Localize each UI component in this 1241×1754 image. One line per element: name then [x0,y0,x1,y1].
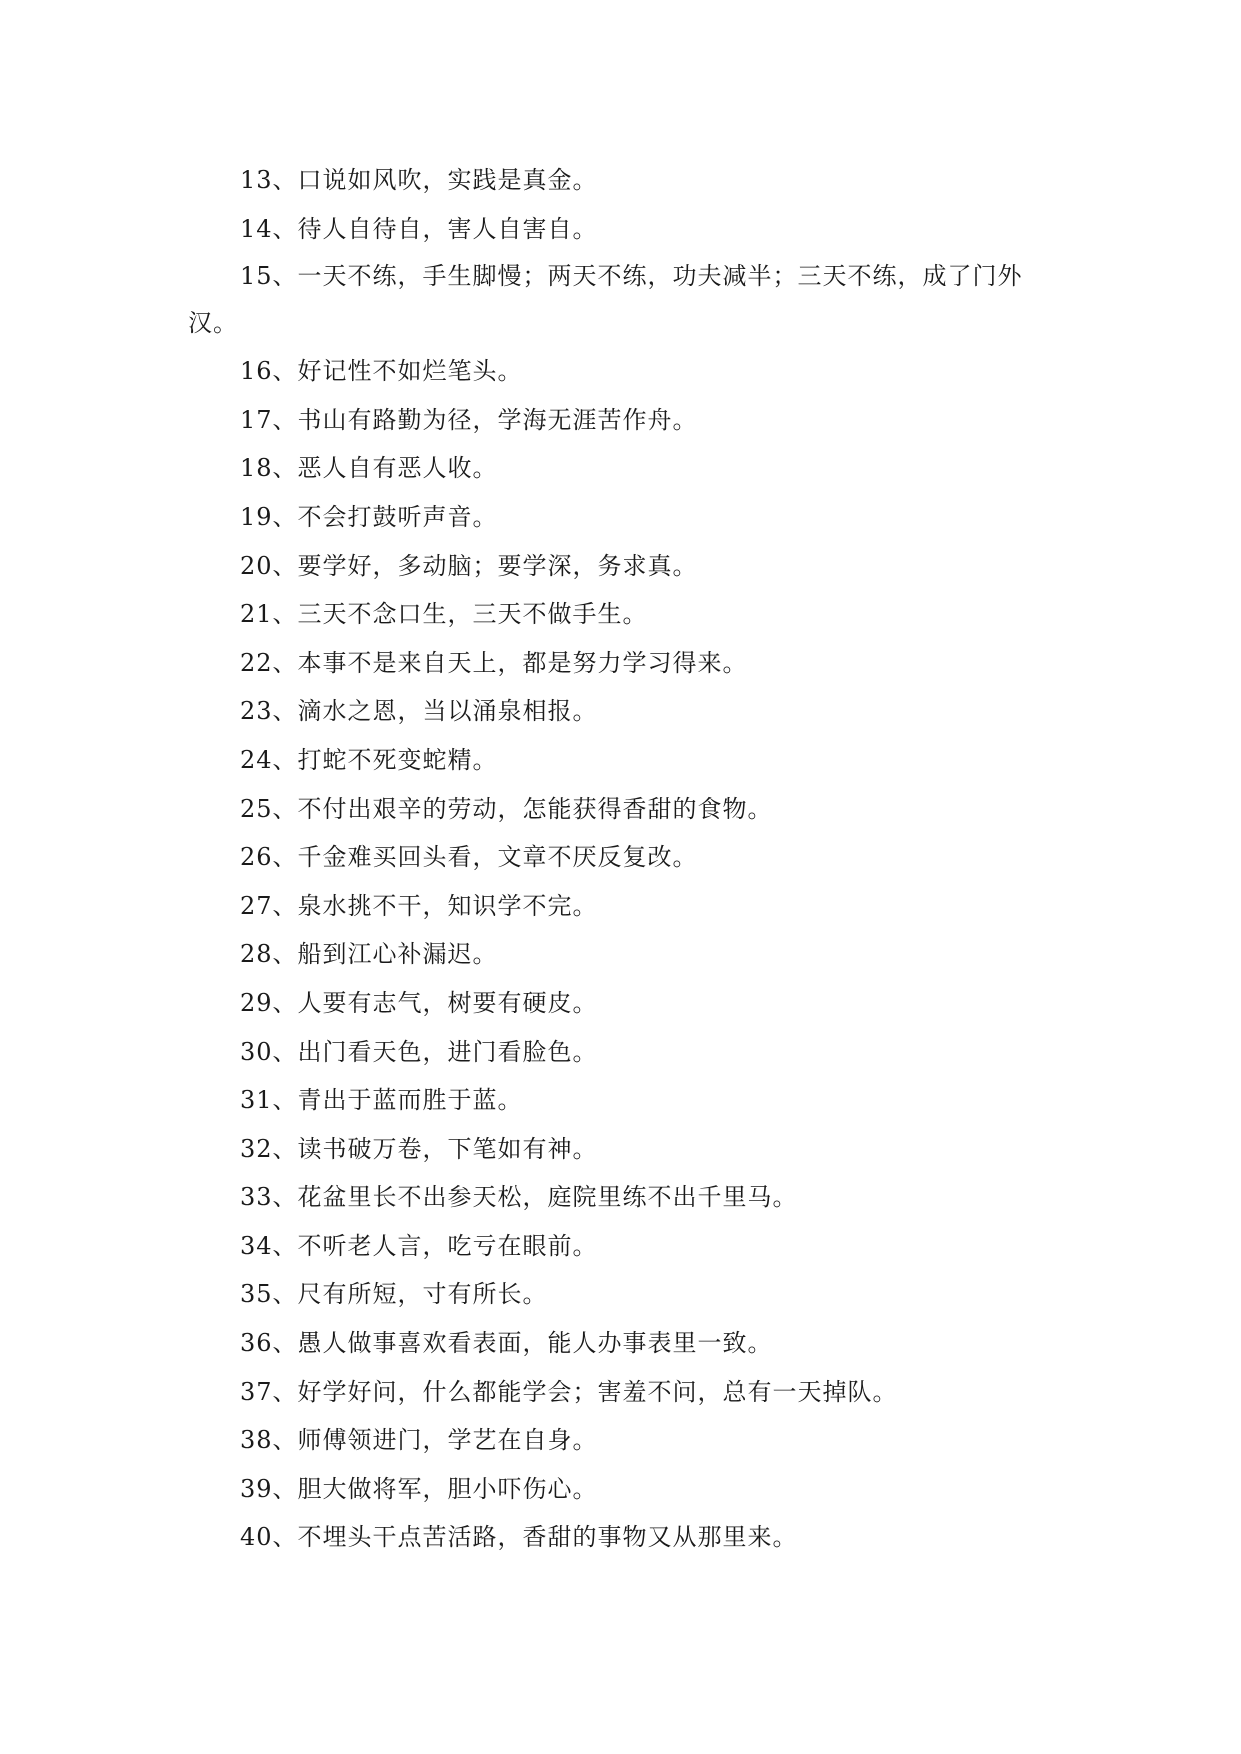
proverb-line: 20、要学好，多动脑；要学深，务求真。 [240,551,698,580]
proverb-line: 26、千金难买回头看，文章不厌反复改。 [240,843,698,872]
proverb-line: 13、口说如风吹，实践是真金。 [240,166,598,194]
proverb-line: 32、读书破万卷，下笔如有神。 [240,1134,598,1163]
proverb-line: 24、打蛇不死变蛇精。 [240,745,498,774]
proverb-line: 36、愚人做事喜欢看表面，能人办事表里一致。 [240,1329,773,1358]
proverb-line: 28、船到江心补漏迟。 [240,940,498,969]
proverb-line: 35、尺有所短，寸有所长。 [240,1280,548,1309]
proverb-line: 17、书山有路勤为径，学海无涯苦作舟。 [240,405,698,434]
proverb-line: 18、恶人自有恶人收。 [240,454,498,483]
proverb-line: 31、青出于蓝而胜于蓝。 [240,1086,523,1115]
proverb-line: 30、出门看天色，进门看脸色。 [240,1037,598,1066]
proverb-line: 25、不付出艰辛的劳动，怎能获得香甜的食物。 [240,794,773,823]
proverb-line: 29、人要有志气，树要有硬皮。 [240,988,598,1017]
proverb-line: 19、不会打鼓听声音。 [240,502,498,531]
proverb-line: 21、三天不念口生，三天不做手生。 [240,600,648,629]
proverb-line: 15、一天不练，手生脚慢；两天不练，功夫减半；三天不练，成了门外汉。 [188,262,1023,338]
proverb-line: 27、泉水挑不干，知识学不完。 [240,891,598,920]
proverb-line: 16、好记性不如烂笔头。 [240,357,523,386]
proverb-line: 23、滴水之恩，当以涌泉相报。 [240,697,598,726]
proverb-list [188,156,1048,1562]
proverb-line: 14、待人自待自，害人自害自。 [240,214,598,243]
proverb-line: 39、胆大做将军，胆小吓伤心。 [240,1474,598,1503]
proverb-line: 37、好学好问，什么都能学会；害羞不问，总有一天掉队。 [240,1377,898,1406]
proverb-line: 34、不听老人言，吃亏在眼前。 [240,1231,598,1260]
proverb-line: 22、本事不是来自天上，都是努力学习得来。 [240,648,748,677]
proverb-line: 40、不埋头干点苦活路，香甜的事物又从那里来。 [240,1523,798,1552]
proverb-line: 33、花盆里长不出参天松，庭院里练不出千里马。 [240,1183,798,1212]
proverb-line: 38、师傅领进门，学艺在自身。 [240,1426,598,1455]
